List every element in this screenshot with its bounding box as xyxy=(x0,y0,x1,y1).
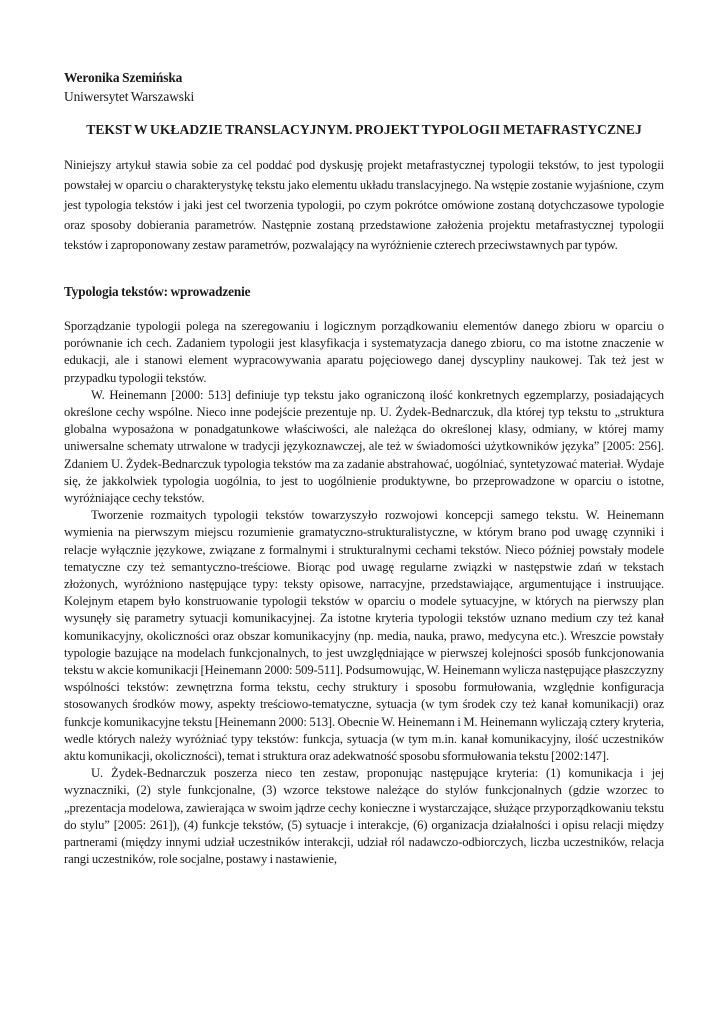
abstract-paragraph: Niniejszy artykuł stawia sobie za cel poddać pod dyskusję projekt metafrastycznej typologii tekstów, to jest typologii powstałej w oparciu o charakterystykę tekstu jako elementu układu translacyjnego. Na wstępie zostanie wyjaśnione, czym jest typologia tekstów i jaki jest cel tworzenia typologii, po czym pokrótce omówione zostaną dotychczasowe typologie oraz sposoby dobierania parametrów. Następnie zostaną przedstawione założenia projektu metafrastycznej typologii tekstów i zaproponowany zestaw parametrów, pozwalający na wyróżnienie czterech przeciwstawnych par typów. xyxy=(64,158,664,252)
paper-title: TEKST W UKŁADZIE TRANSLACYJNYM. PROJEKT TYPOLOGII METAFRASTYCZNEJ xyxy=(86,122,642,137)
author-name: Weronika Szemińska xyxy=(64,70,183,85)
body-paragraph: U. Żydek-Bednarczuk poszerza nieco ten zestaw, proponując następujące kryteria: (1) komunikacja i jej wyznaczniki, (2) style funkcjonalne, (3) wzorce tekstowe należące do stylów funkcjonalnych (gdzie wzorzec to „prezentacja modelowa, zawierająca w swoim jądrze cechy konieczne i wystarczające, służące przyporządkowaniu tekstu do stylu” [2005: 261]), (4) funkcje tekstów, (5) sytuacje i interakcje, (6) organizacja działalności i opisu relacji między partnerami (między innymi udział uczestników interakcji, udział ról nadawczo-odbiorczych, liczba uczestników, relacja rangi uczestników, role socjalne, postawy i nastawienie, xyxy=(64,766,664,867)
body-text xyxy=(64,318,664,869)
body-paragraph: W. Heinemann [2000: 513] definiuje typ tekstu jako ograniczoną ilość konkretnych egzemplarzy, posiadających określone cechy wspólne. Nieco inne podejście prezentuje np. U. Żydek-Bednarczuk, dla której typ tekstu to „struktura globalna wyposażona w ponadgatunkowe właściwości, ale należąca do określonej klasy, odmiany, w której mamy uniwersalne schematy utrwalone w tradycji językoznawczej, ale też w świadomości użytkowników języka” [2005: 256]. Zdaniem U. Żydek-Bednarczuk typologia tekstów ma za zadanie abstrahować, uogólniać, syntetyzować materiał. Wydaje się, że jakkolwiek typologia uogólnia, to jest to uogólnienie produktywne, bo przeprowadzone w oparciu o istotne, wyróżniające cechy tekstów. xyxy=(64,387,664,506)
body-paragraph: Tworzenie rozmaitych typologii tekstów towarzyszyło rozwojowi koncepcji samego tekstu. W. Heinemann wymienia na pierwszym miejscu rozumienie gramatyczno-strukturalistyczne, w którym brano pod uwagę czynniki i relacje wyłącznie językowe, związane z formalnymi i strukturalnymi cechami tekstów. Nieco później powstały modele tematyczne czy też semantyczno-treściowe. Biorąc pod uwagę regularne związki w następstwie zdań w tekstach złożonych, wyróżniono następujące typy: teksty opisowe, narracyjne, przedstawiające, argumentujące i instruujące. Kolejnym etapem było konstruowanie typologii tekstów w oparciu o modele sytuacyjne, w których na pierwszy plan wysunęły się parametry sytuacji komunikacyjnej. Za istotne kryteria typologii tekstów uznano medium czy też kanał komunikacyjny, okoliczności oraz obszar komunikacyjny (np. media, nauka, prawo, medycyna etc.). Wreszcie powstały typologie bazujące na modelach funkcjonalnych, to jest uwzględniające w pierwszej kolejności sposób funkcjonowania tekstu w akcie komunikacji [Heinemann 2000: 509-511]. Podsumowując, W. Heinemann wylicza następujące płaszczyzny wspólności tekstów: zewnętrzna forma tekstu, cechy struktury i sposobu formułowania, względnie konfiguracja stosowanych środków mowy, aspekty treściowo-tematyczne, sytuacja (w tym środek czy też kanał komunikacji) oraz funkcje komunikacyjne tekstu [Heinemann 2000: 513]. Obecnie W. Heinemann i M. Heinemann wyliczają cztery kryteria, wedle których należy wyróżniać typy tekstów: funkcja, sytuacja (w tym m.in. kanał komunikacyjny, ilość uczestników aktu komunikacji, okoliczności), temat i struktura oraz adekwatność sposobu sformułowania tekstu [2002:147]. xyxy=(64,508,664,764)
section-heading: Typologia tekstów: wprowadzenie xyxy=(64,284,251,299)
author-affiliation: Uniwersytet Warszawski xyxy=(64,89,195,104)
body-paragraph: Sporządzanie typologii polega na szeregowaniu i logicznym porządkowaniu elementów danego zbioru w oparciu o porównanie ich cech. Zadaniem typologii jest klasyfikacja i systematyzacja danego zbioru, co ma istotne znaczenie w edukacji, ale i stanowi element wypracowywania aparatu pojęciowego danej dyscypliny naukowej. Tak też jest w przypadku typologii tekstów. xyxy=(64,319,664,385)
